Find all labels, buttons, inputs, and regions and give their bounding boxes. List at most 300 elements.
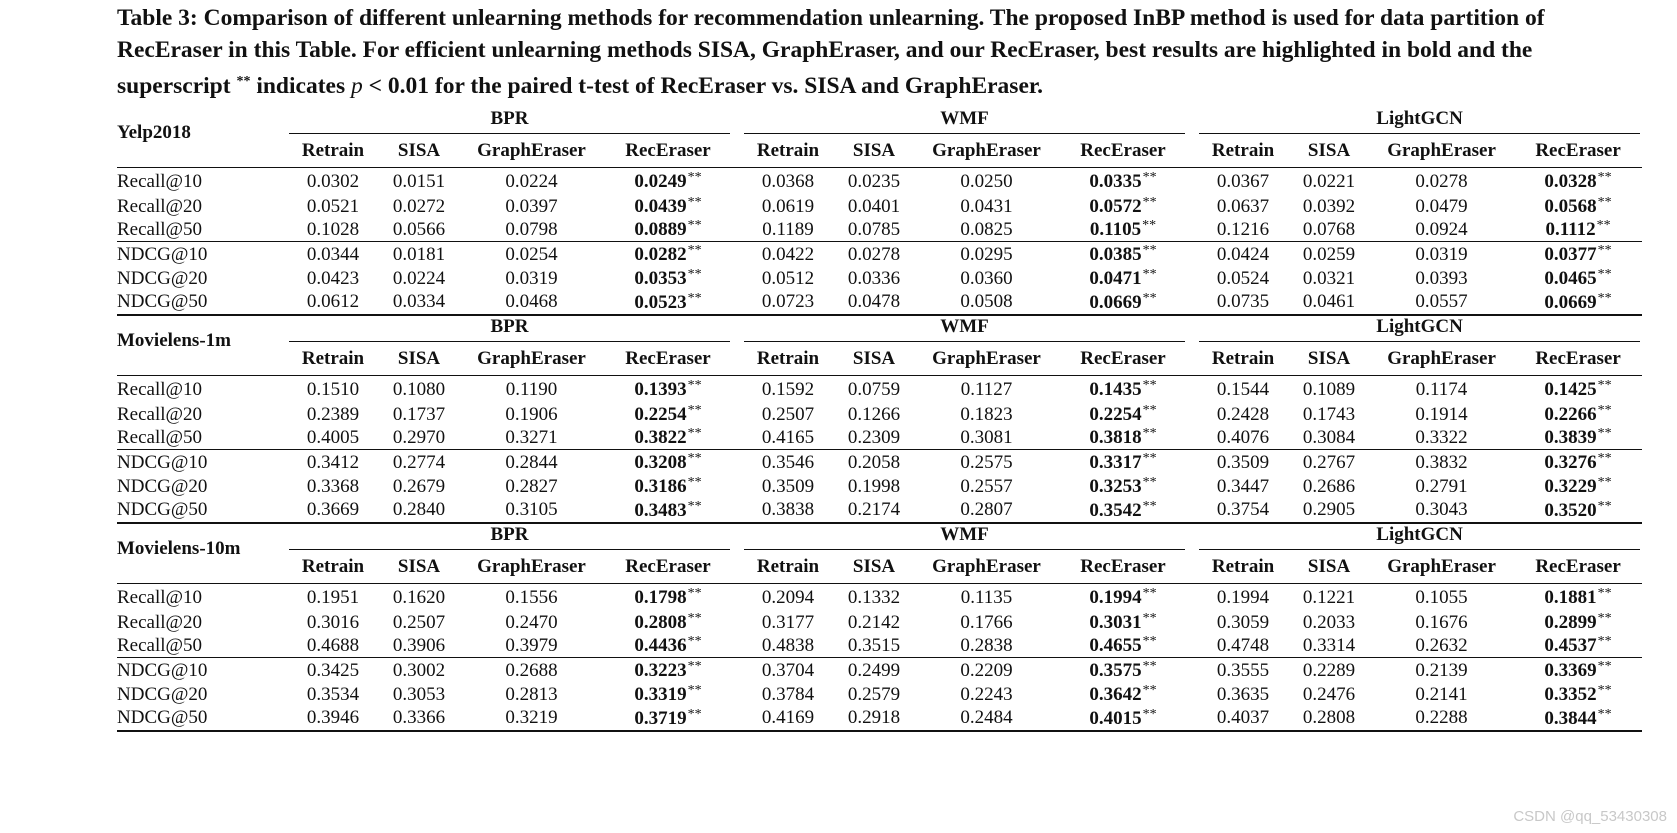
value-cell <box>834 475 914 498</box>
best-value-cell <box>1059 683 1187 706</box>
value-cell <box>834 426 914 450</box>
significance-mark: ** <box>1597 378 1612 393</box>
value-cell <box>742 658 834 684</box>
cell-value: 0.1112 <box>1545 219 1596 240</box>
table-row <box>117 218 1642 242</box>
cell-value: 0.2476 <box>1302 683 1356 705</box>
cell-value: 0.0521 <box>306 195 360 217</box>
cell-value: 0.0471 <box>1089 268 1142 289</box>
cell-value: 0.0377 <box>1544 244 1597 265</box>
significance-mark: ** <box>687 403 702 418</box>
table-row <box>117 658 1642 684</box>
cell-value: 0.3053 <box>392 683 446 705</box>
best-value-cell <box>1514 450 1642 476</box>
value-cell <box>1369 683 1514 706</box>
value-cell <box>834 498 914 523</box>
method-header: GraphEraser <box>914 550 1059 584</box>
best-value-cell <box>1514 403 1642 426</box>
cell-value: 0.2288 <box>1415 707 1468 728</box>
method-header: RecEraser <box>1514 550 1642 584</box>
cell-value: 0.0353 <box>634 268 687 289</box>
best-value-cell <box>604 611 732 634</box>
column-gap <box>732 611 742 634</box>
best-value-cell <box>1514 658 1642 684</box>
caption-text-part2: indicates <box>250 73 351 99</box>
value-cell <box>1289 195 1369 218</box>
value-cell <box>1197 450 1289 476</box>
metric-name: NDCG@50 <box>117 290 287 315</box>
value-cell <box>459 426 604 450</box>
value-cell <box>287 450 379 476</box>
value-cell <box>1369 634 1514 658</box>
significance-mark: ** <box>1597 659 1612 674</box>
column-gap <box>1187 134 1197 168</box>
best-value-cell <box>1514 242 1642 268</box>
model-label: BPR <box>289 108 730 134</box>
value-cell <box>379 475 459 498</box>
method-header: SISA <box>1289 550 1369 584</box>
column-gap <box>1187 242 1197 268</box>
dataset-name <box>117 523 287 559</box>
best-value-cell <box>604 584 732 612</box>
cell-value: 0.4537 <box>1544 635 1597 656</box>
cell-value: 0.3002 <box>392 659 446 681</box>
value-cell <box>834 611 914 634</box>
best-value-cell <box>1514 195 1642 218</box>
method-header: Retrain <box>287 342 379 376</box>
value-cell <box>1289 403 1369 426</box>
significance-mark: ** <box>1597 586 1612 601</box>
value-cell <box>742 376 834 404</box>
cell-value: 0.2507 <box>392 611 446 633</box>
best-value-cell <box>1514 683 1642 706</box>
column-gap <box>1187 342 1197 376</box>
table-caption <box>117 2 1557 102</box>
cell-value: 0.2679 <box>392 475 446 497</box>
value-cell <box>742 475 834 498</box>
cell-value: 0.3084 <box>1302 426 1356 448</box>
value-cell <box>459 195 604 218</box>
table-row <box>117 290 1642 315</box>
method-header: SISA <box>1289 134 1369 168</box>
cell-value: 0.0512 <box>761 267 815 289</box>
cell-value: 0.1906 <box>505 403 558 425</box>
cell-value: 0.0785 <box>847 218 901 240</box>
cell-value: 0.0224 <box>392 267 446 289</box>
best-value-cell <box>604 426 732 450</box>
metric-name: Recall@50 <box>117 218 203 240</box>
significance-mark: ** <box>687 378 702 393</box>
cell-value: 0.4037 <box>1216 707 1270 728</box>
column-gap <box>1187 498 1197 523</box>
value-cell <box>742 242 834 268</box>
value-cell <box>459 611 604 634</box>
significance-mark: ** <box>1597 706 1612 722</box>
column-gap <box>732 498 742 523</box>
cell-value: 0.2844 <box>505 451 558 473</box>
caption-text-part3: < 0.01 for the paired t-test of RecEraser vs. SISA and GraphEraser. <box>362 73 1044 99</box>
value-cell <box>834 584 914 612</box>
significance-mark: ** <box>687 451 702 466</box>
cell-value: 0.0669 <box>1544 291 1597 313</box>
table-body <box>117 108 1642 731</box>
value-cell <box>459 634 604 658</box>
cell-value: 0.0568 <box>1544 196 1597 217</box>
value-cell <box>1369 195 1514 218</box>
value-cell <box>834 450 914 476</box>
significance-mark: ** <box>687 634 702 649</box>
cell-value: 0.0431 <box>960 195 1013 217</box>
value-cell <box>1289 290 1369 315</box>
cell-value: 0.2428 <box>1216 403 1270 425</box>
value-cell <box>1197 168 1289 196</box>
cell-value: 0.3642 <box>1089 684 1142 705</box>
cell-value: 0.3447 <box>1216 475 1270 497</box>
value-cell <box>742 683 834 706</box>
model-label: BPR <box>289 524 730 550</box>
cell-value: 0.3219 <box>505 707 558 728</box>
cell-value: 0.3081 <box>960 426 1013 448</box>
cell-value: 0.0393 <box>1415 267 1468 289</box>
value-cell <box>379 242 459 268</box>
value-cell <box>379 450 459 476</box>
value-cell <box>1289 634 1369 658</box>
cell-value: 0.3555 <box>1216 659 1270 681</box>
value-cell <box>1197 403 1289 426</box>
cell-value: 0.0221 <box>1302 170 1356 192</box>
value-cell <box>379 376 459 404</box>
dataset-name <box>117 315 287 351</box>
significance-mark: ** <box>1142 403 1157 418</box>
value-cell <box>914 634 1059 658</box>
method-header-row <box>117 134 1642 168</box>
method-header: RecEraser <box>1514 342 1642 376</box>
value-cell <box>1289 498 1369 523</box>
cell-value: 0.0637 <box>1216 195 1270 217</box>
cell-value: 0.0478 <box>847 291 901 312</box>
value-cell <box>379 168 459 196</box>
significance-mark: ** <box>1142 170 1157 185</box>
cell-value: 0.1737 <box>392 403 446 425</box>
cell-value: 0.2033 <box>1302 611 1356 633</box>
cell-value: 0.1592 <box>761 378 815 400</box>
cell-value: 0.0344 <box>306 243 360 265</box>
cell-value: 0.0278 <box>847 243 901 265</box>
significance-mark: ** <box>1142 611 1157 626</box>
column-gap <box>1187 168 1197 196</box>
cell-value: 0.0151 <box>392 170 446 192</box>
value-cell <box>287 195 379 218</box>
cell-value: 0.0669 <box>1089 291 1142 313</box>
best-value-cell <box>604 634 732 658</box>
column-gap <box>1187 450 1197 476</box>
value-cell <box>459 376 604 404</box>
method-header: GraphEraser <box>459 550 604 584</box>
cell-value: 0.2813 <box>505 683 558 705</box>
cell-value: 0.1393 <box>634 379 687 400</box>
value-cell <box>379 498 459 523</box>
value-cell <box>287 634 379 658</box>
cell-value: 0.0759 <box>847 378 901 400</box>
model-header <box>742 315 1187 342</box>
best-value-cell <box>604 706 732 731</box>
column-gap <box>1187 108 1197 134</box>
value-cell <box>379 218 459 242</box>
table-row <box>117 611 1642 634</box>
value-cell <box>742 706 834 731</box>
value-cell <box>834 195 914 218</box>
cell-value: 0.3844 <box>1544 707 1597 729</box>
table-row <box>117 634 1642 658</box>
value-cell <box>459 498 604 523</box>
best-value-cell <box>604 195 732 218</box>
cell-value: 0.0334 <box>392 291 446 312</box>
best-value-cell <box>1059 218 1187 242</box>
value-cell <box>742 290 834 315</box>
cell-value: 0.1332 <box>847 586 901 608</box>
value-cell <box>459 403 604 426</box>
cell-value: 0.1998 <box>847 475 901 497</box>
method-header: GraphEraser <box>459 342 604 376</box>
cell-value: 0.3635 <box>1216 683 1270 705</box>
cell-value: 0.2579 <box>847 683 901 705</box>
method-header: RecEraser <box>1059 550 1187 584</box>
value-cell <box>914 403 1059 426</box>
best-value-cell <box>604 376 732 404</box>
cell-value: 0.2389 <box>306 403 360 425</box>
method-header: GraphEraser <box>1369 134 1514 168</box>
model-header <box>1197 315 1642 342</box>
best-value-cell <box>1514 426 1642 450</box>
column-gap <box>732 584 742 612</box>
method-header: RecEraser <box>604 550 732 584</box>
value-cell <box>1197 634 1289 658</box>
best-value-cell <box>1059 426 1187 450</box>
value-cell <box>287 683 379 706</box>
value-cell <box>742 611 834 634</box>
significance-mark: ** <box>687 195 702 210</box>
value-cell <box>1289 475 1369 498</box>
value-cell <box>742 403 834 426</box>
value-cell <box>1289 584 1369 612</box>
significance-mark: ** <box>1597 403 1612 418</box>
cell-value: 0.3317 <box>1089 452 1142 473</box>
value-cell <box>1289 426 1369 450</box>
column-gap <box>1187 584 1197 612</box>
significance-mark: ** <box>1597 290 1612 306</box>
best-value-cell <box>604 683 732 706</box>
best-value-cell <box>1059 168 1187 196</box>
significance-mark: ** <box>1142 218 1157 233</box>
cell-value: 0.0224 <box>505 170 558 192</box>
significance-mark: ** <box>1597 451 1612 466</box>
cell-value: 0.2767 <box>1302 451 1356 473</box>
column-gap <box>732 550 742 584</box>
significance-mark: ** <box>687 659 702 674</box>
best-value-cell <box>604 168 732 196</box>
metric-name: Recall@20 <box>117 611 203 633</box>
method-header: SISA <box>379 134 459 168</box>
cell-value: 0.3822 <box>634 427 687 448</box>
value-cell <box>914 584 1059 612</box>
column-gap <box>1187 611 1197 634</box>
cell-value: 0.1135 <box>960 586 1013 608</box>
value-cell <box>834 706 914 731</box>
cell-value: 0.2918 <box>847 707 901 728</box>
value-cell <box>742 195 834 218</box>
cell-value: 0.1798 <box>634 587 687 608</box>
metric-name: Recall@50 <box>117 634 203 656</box>
best-value-cell <box>1059 611 1187 634</box>
column-gap <box>1187 523 1197 550</box>
cell-value: 0.0465 <box>1544 268 1597 289</box>
cell-value: 0.1620 <box>392 586 446 608</box>
significance-mark: ** <box>1142 378 1157 393</box>
cell-value: 0.0889 <box>634 219 687 240</box>
cell-value: 0.0424 <box>1216 243 1270 265</box>
metric-name: NDCG@20 <box>117 475 208 497</box>
column-gap <box>732 475 742 498</box>
value-cell <box>742 267 834 290</box>
value-cell <box>379 267 459 290</box>
value-cell <box>379 611 459 634</box>
value-cell <box>287 611 379 634</box>
cell-value: 0.4838 <box>761 634 815 656</box>
cell-value: 0.3105 <box>505 499 558 520</box>
value-cell <box>459 267 604 290</box>
significance-mark: ** <box>1142 586 1157 601</box>
best-value-cell <box>604 403 732 426</box>
cell-value: 0.2807 <box>960 499 1013 520</box>
cell-value: 0.2141 <box>1415 683 1468 705</box>
significance-mark: ** <box>1597 611 1612 626</box>
value-cell <box>459 584 604 612</box>
cell-value: 0.2507 <box>761 403 815 425</box>
cell-value: 0.4169 <box>761 707 815 728</box>
metric-name: NDCG@50 <box>117 706 287 731</box>
cell-value: 0.4015 <box>1089 707 1142 729</box>
value-cell <box>459 683 604 706</box>
model-header <box>287 315 732 342</box>
value-cell <box>1369 611 1514 634</box>
best-value-cell <box>1059 403 1187 426</box>
significance-mark: ** <box>1142 475 1157 490</box>
significance-mark: ** <box>687 243 702 258</box>
cell-value: 0.3520 <box>1544 499 1597 521</box>
metric-name: NDCG@50 <box>117 498 287 523</box>
significance-mark: ** <box>687 475 702 490</box>
significance-mark: ** <box>1597 683 1612 698</box>
column-gap <box>1187 706 1197 731</box>
value-cell <box>1197 290 1289 315</box>
significance-mark: ** <box>687 170 702 185</box>
cell-value: 0.0250 <box>960 170 1013 192</box>
column-gap <box>732 658 742 684</box>
cell-value: 0.0468 <box>505 291 558 312</box>
column-gap <box>732 634 742 658</box>
cell-value: 0.1951 <box>306 586 360 608</box>
value-cell <box>1197 498 1289 523</box>
value-cell <box>1369 498 1514 523</box>
cell-value: 0.3319 <box>634 684 687 705</box>
value-cell <box>1197 376 1289 404</box>
cell-value: 0.1266 <box>847 403 901 425</box>
value-cell <box>742 426 834 450</box>
significance-mark: ** <box>1142 683 1157 698</box>
cell-value: 0.3208 <box>634 452 687 473</box>
cell-value: 0.3839 <box>1544 427 1597 448</box>
value-cell <box>1369 168 1514 196</box>
value-cell <box>1197 611 1289 634</box>
cell-value: 0.0295 <box>960 243 1013 265</box>
cell-value: 0.0272 <box>392 195 446 217</box>
column-gap <box>732 426 742 450</box>
cell-value: 0.0612 <box>306 291 360 312</box>
cell-value: 0.3366 <box>392 707 446 728</box>
cell-value: 0.2058 <box>847 451 901 473</box>
method-header: SISA <box>834 550 914 584</box>
cell-value: 0.0254 <box>505 243 558 265</box>
method-header: Retrain <box>1197 550 1289 584</box>
best-value-cell <box>604 242 732 268</box>
column-gap <box>1187 683 1197 706</box>
cell-value: 0.2499 <box>847 659 901 681</box>
column-gap <box>732 683 742 706</box>
value-cell <box>287 426 379 450</box>
column-gap <box>1187 315 1197 342</box>
model-label: LightGCN <box>1199 524 1640 550</box>
metric-name: Recall@10 <box>117 378 203 400</box>
value-cell <box>287 168 379 196</box>
model-header-row <box>117 108 1642 134</box>
cell-value: 0.0423 <box>306 267 360 289</box>
method-header: RecEraser <box>604 134 732 168</box>
cell-value: 0.2838 <box>960 634 1013 656</box>
significance-mark: ** <box>1142 498 1157 514</box>
value-cell <box>1369 658 1514 684</box>
best-value-cell <box>1059 498 1187 523</box>
best-value-cell <box>1059 658 1187 684</box>
value-cell <box>1197 195 1289 218</box>
metric-name: Recall@10 <box>117 170 203 192</box>
best-value-cell <box>1059 634 1187 658</box>
method-header: RecEraser <box>1514 134 1642 168</box>
column-gap <box>732 315 742 342</box>
value-cell <box>1197 706 1289 731</box>
column-gap <box>732 218 742 242</box>
table-row <box>117 450 1642 476</box>
cell-value: 0.4005 <box>306 426 360 448</box>
significance-mark: ** <box>1597 498 1612 514</box>
column-gap <box>732 267 742 290</box>
best-value-cell <box>604 475 732 498</box>
cell-value: 0.0768 <box>1302 218 1356 240</box>
cell-value: 0.2970 <box>392 426 446 448</box>
cell-value: 0.4688 <box>306 634 360 656</box>
dataset-label: Movielens-10m <box>117 538 241 559</box>
table-row <box>117 195 1642 218</box>
value-cell <box>1369 242 1514 268</box>
cell-value: 0.3229 <box>1544 476 1597 497</box>
cell-value: 0.2905 <box>1302 499 1356 520</box>
cell-value: 0.3412 <box>306 451 360 473</box>
cell-value: 0.0278 <box>1415 170 1468 192</box>
value-cell <box>1289 683 1369 706</box>
cell-value: 0.2243 <box>960 683 1013 705</box>
caption-p-variable: p <box>350 73 363 99</box>
method-header-row <box>117 342 1642 376</box>
model-header <box>742 523 1187 550</box>
